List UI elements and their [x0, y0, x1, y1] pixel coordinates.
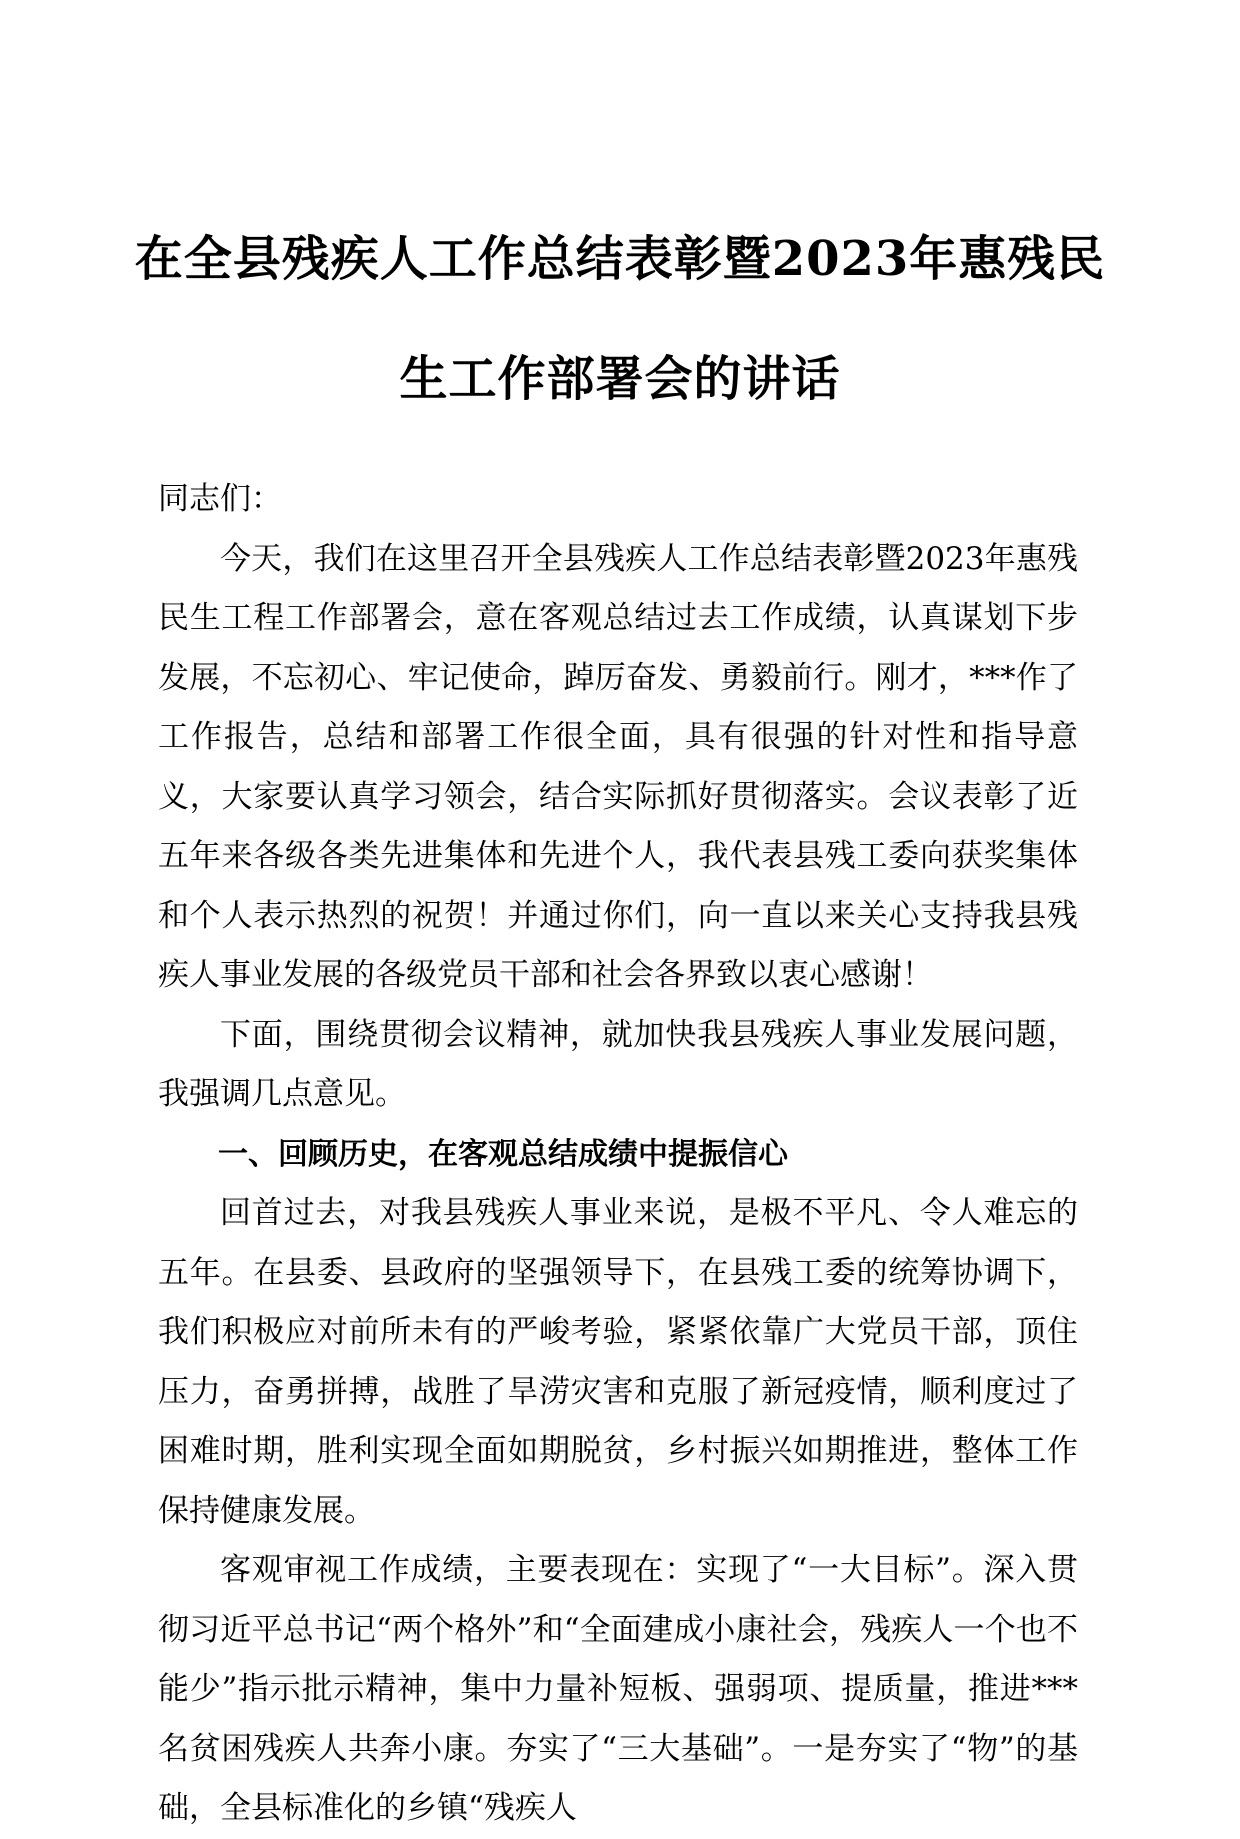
- paragraph-achievements: 客观审视工作成绩，主要表现在：实现了“一大目标”。深入贯彻习近平总书记“两个格外”和“全面建成小康社会，残疾人一个也不能少”指示批示精神，集中力量补短板、强弱项、提质量，推进***名贫困残疾人共奔小康。夯实了“三大基础”。一是夯实了“物”的基础，全县标准化的乡镇“残疾人: [158, 1552, 1078, 1826]
- section-heading-1: 一、回顾历史，在客观总结成绩中提振信心: [218, 1136, 788, 1172]
- document-title-line-2: 生工作部署会的讲话: [399, 351, 841, 407]
- paragraph-transition: 下面，围绕贯彻会议精神，就加快我县残疾人事业发展问题，我强调几点意见。: [158, 1016, 1078, 1112]
- document-body: [158, 470, 1078, 1839]
- paragraph-opening: 今天，我们在这里召开全县残疾人工作总结表彰暨2023年惠残民生工程工作部署会，意在客观总结过去工作成绩，认真谋划下步发展，不忘初心、牢记使命，踔厉奋发、勇毅前行。刚才，***作了工作报告，总结和部署工作很全面，具有很强的针对性和指导意义，大家要认真学习领会，结合实际抓好贯彻落实。会议表彰了近五年来各级各类先进集体和先进个人，我代表县残工委向获奖集体和个人表示热烈的祝贺！并通过你们，向一直以来关心支持我县残疾人事业发展的各级党员干部和社会各界致以衷心感谢！: [158, 540, 1078, 993]
- salutation: 同志们：: [158, 481, 282, 517]
- document-title-line-1: 在全县残疾人工作总结表彰暨2023年惠残民: [134, 231, 1106, 287]
- paragraph-review: 回首过去，对我县残疾人事业来说，是极不平凡、令人难忘的五年。在县委、县政府的坚强领导下，在县残工委的统筹协调下，我们积极应对前所未有的严峻考验，紧紧依靠广大党员干部，顶住压力，奋勇拼搏，战胜了旱涝灾害和克服了新冠疫情，顺利度过了困难时期，胜利实现全面如期脱贫，乡村振兴如期推进，整体工作保持健康发展。: [158, 1195, 1078, 1529]
